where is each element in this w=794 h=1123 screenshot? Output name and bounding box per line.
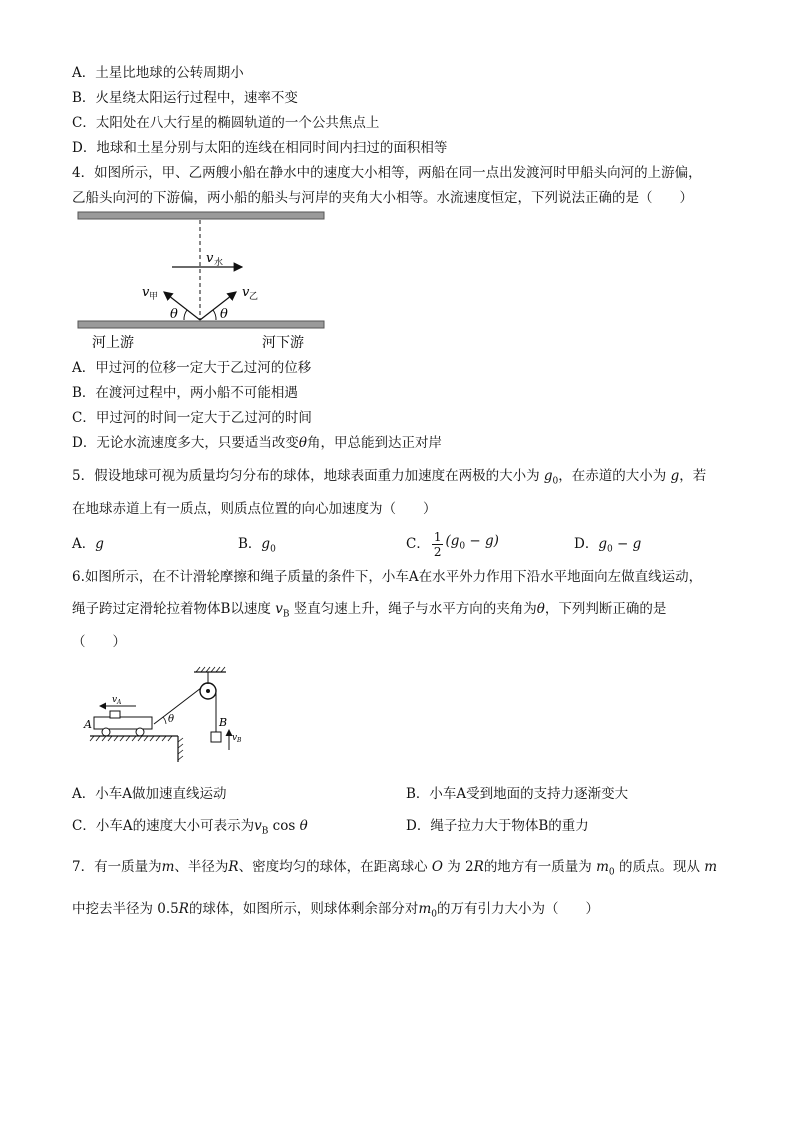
q7-o: O (431, 859, 443, 875)
q5-option-c-expr: $(g_0 - g)$ (445, 533, 499, 552)
q6-option-c-v: v (254, 818, 262, 834)
q3-option-d: D．地球和土星分别与太阳的连线在相同时间内扫过的面积相等 (72, 140, 448, 156)
q6-vb-sub: B (282, 609, 290, 620)
q4-stem-line2: 乙船头向河的下游偏，两小船的船头与河岸的夹角大小相等。水流速度恒定，下列说法正确的是（ ） (72, 190, 693, 206)
q5-stem-part3: ，若 (679, 468, 707, 484)
q5-option-d-value: g (598, 536, 607, 552)
q7-m0b-sub: 0 (431, 909, 437, 920)
q6-pulley-figure (80, 664, 260, 764)
q7-r2: R (473, 859, 484, 875)
q7-stem-line1 (72, 858, 717, 882)
q5-option-a-label: A． (72, 536, 96, 552)
boat-yi-velocity-label: v (242, 285, 250, 300)
q5-option-c (406, 524, 499, 564)
q7-m0b: m (418, 901, 432, 917)
ceiling-hatch (196, 667, 225, 672)
block-b-label: B (219, 716, 228, 729)
q5-g0: g (543, 468, 553, 484)
upstream-label: 河上游 (92, 335, 134, 351)
q3-option-b: B．火星绕太阳运行过程中，速率不变 (72, 90, 298, 106)
q4-option-d-theta: θ (298, 435, 307, 451)
q5-option-b (238, 535, 276, 559)
q5-option-b-label: B． (238, 536, 262, 552)
boat-yi-velocity-sub: 乙 (249, 292, 259, 302)
upper-bank (78, 212, 324, 219)
q6-stem-part3: ，下列判断正确的是 (544, 601, 667, 617)
q5-g0-sub: 0 (552, 476, 559, 487)
cart-a-wheel-left (102, 728, 110, 736)
q7-m-end: m (704, 859, 718, 875)
pulley-axle (206, 689, 210, 693)
angle-arc-right (213, 310, 216, 320)
q7-text-6: 的质点。现从 (618, 859, 700, 875)
q5-option-d-sub: 0 (606, 544, 613, 555)
q5-option-a (72, 535, 104, 553)
q6-option-a: A．小车A做加速直线运动 (72, 786, 227, 802)
water-velocity-sub: 水 (214, 258, 224, 268)
angle-theta-left: θ (170, 307, 178, 322)
q7-m0: m (596, 859, 609, 875)
q5-option-c-fraction (432, 530, 444, 559)
angle-arc-left (184, 310, 187, 320)
q4-river-figure (72, 208, 332, 358)
q4-option-a: A．甲过河的位移一定大于乙过河的位移 (72, 360, 312, 376)
q5-option-c-numerator: 1 (433, 529, 442, 544)
q7-text-1: 7．有一质量为 (72, 859, 162, 875)
block-b (211, 732, 221, 742)
q6-stem-line3: （ ） (72, 634, 126, 650)
q5-stem-line2: 在地球赤道上有一质点，则质点位置的向心加速度为（ ） (72, 501, 437, 517)
q7-text-4: 为 2 (447, 859, 474, 875)
q6-vb: v (275, 601, 283, 617)
q3-option-a: A．土星比地球的公转周期小 (72, 65, 244, 81)
va-label-sub: A (117, 699, 122, 706)
q5-option-d-tail: − g (612, 536, 642, 552)
q7-stem-line2 (72, 900, 599, 924)
q6-option-c-cos: cos (272, 818, 296, 834)
q5-option-c-denominator: 2 (433, 544, 442, 559)
q7-m: m (161, 859, 175, 875)
q5-g: g (670, 468, 680, 484)
downstream-label: 河下游 (262, 335, 304, 351)
q4-option-d-post: 角，甲总能到达正对岸 (306, 435, 442, 451)
q7-m0-sub: 0 (608, 867, 615, 878)
q5-stem-part2: ，在赤道的大小为 (558, 468, 667, 484)
q5-stem-line1 (72, 467, 706, 491)
q6-theta: θ (536, 601, 545, 617)
q5-option-a-value: g (95, 536, 104, 552)
q5-option-d-label: D． (574, 536, 599, 552)
q7-text-5: 的地方有一质量为 (483, 859, 592, 875)
boat-yi-arrow (200, 292, 236, 320)
vb-label: v (232, 733, 238, 743)
q4-option-c: C．甲过河的时间一定大于乙过河的时间 (72, 410, 312, 426)
q6-option-c-pre: C．小车A的速度大小可表示为 (72, 818, 255, 834)
cart-a-wheel-right (136, 728, 144, 736)
q4-option-d-pre: D．无论水流速度多大，只要适当改变 (72, 435, 299, 451)
q6-option-c-theta: θ (299, 818, 308, 834)
boat-jia-velocity-label: v (142, 285, 150, 300)
cart-a-label: A (84, 718, 92, 731)
q5-option-d (574, 535, 641, 559)
q4-option-b: B．在渡河过程中，两小船不可能相遇 (72, 385, 298, 401)
q7-text-9: 的万有引力大小为（ ） (436, 901, 599, 917)
q4-option-d (72, 434, 442, 452)
q7-text-2: 、半径为 (174, 859, 229, 875)
ground-hatch (90, 736, 183, 760)
q6-option-c (72, 817, 308, 841)
cart-a-cabin (110, 711, 120, 718)
q5-option-c-label: C． (406, 536, 430, 552)
q6-option-b: B．小车A受到地面的支持力逐渐变大 (406, 786, 629, 802)
q6-stem-part2: 竖直匀速上升，绳子与水平方向的夹角为 (293, 601, 537, 617)
q7-text-8: 的球体，如图所示，则球体剩余部分对 (188, 901, 419, 917)
va-label: v (112, 695, 118, 705)
q7-text-7: 中挖去半径为 0.5 (72, 901, 179, 917)
rope-slanted (154, 688, 201, 724)
q5-option-b-value: g (261, 536, 271, 552)
angle-arc (163, 717, 166, 724)
q6-option-d: D．绳子拉力大于物体B的重力 (406, 818, 589, 834)
q7-r: R (228, 859, 239, 875)
angle-theta: θ (168, 714, 175, 725)
vb-label-sub: B (237, 737, 242, 744)
lower-bank (78, 321, 324, 328)
q4-stem-line1: 4．如图所示，甲、乙两艘小船在静水中的速度大小相等，两船在同一点出发渡河时甲船头向河的上游偏， (72, 165, 702, 181)
q6-option-c-sub: B (261, 826, 269, 837)
q5-option-b-sub: 0 (270, 544, 276, 555)
q7-r3: R (178, 901, 189, 917)
boat-jia-velocity-sub: 甲 (149, 292, 159, 302)
q6-stem-line2 (72, 600, 666, 624)
angle-theta-right: θ (220, 307, 228, 322)
q5-stem-part1: 5．假设地球可视为质量均匀分布的球体，地球表面重力加速度在两极的大小为 (72, 468, 540, 484)
cart-a-body (94, 717, 152, 729)
q6-stem-line1: 6.如图所示，在不计滑轮摩擦和绳子质量的条件下，小车A在水平外力作用下沿水平地面向左做直线运动， (72, 569, 703, 585)
water-velocity-label: v (206, 251, 214, 266)
q3-option-c: C．太阳处在八大行星的椭圆轨道的一个公共焦点上 (72, 115, 380, 131)
q6-stem-part1: 绳子跨过定滑轮拉着物体B以速度 (72, 601, 271, 617)
q7-text-3: 、密度均匀的球体，在距离球心 (238, 859, 428, 875)
